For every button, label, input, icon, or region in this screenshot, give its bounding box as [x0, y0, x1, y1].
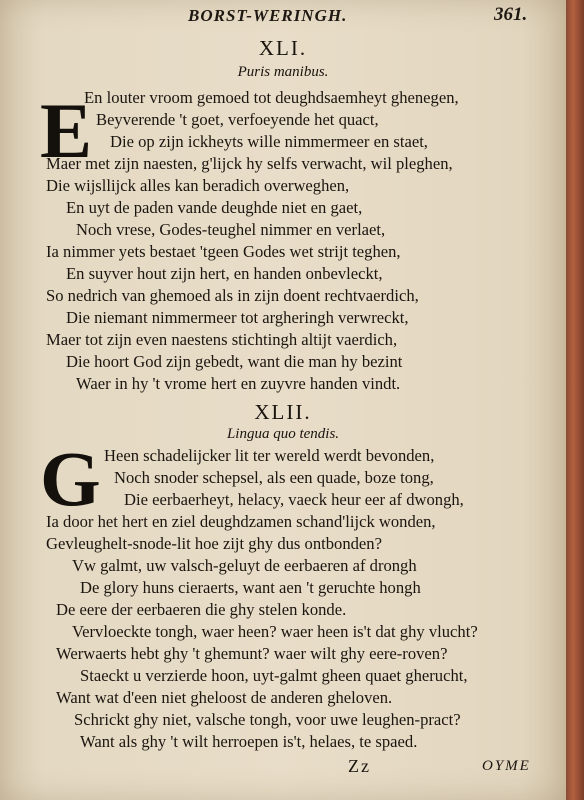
signature-mark: Zz	[348, 756, 371, 776]
poem-motto: Lingua quo tendis.	[226, 426, 340, 442]
verse-line: Want wat d'een niet gheloost de anderen gheloven.	[56, 688, 393, 707]
verse-line: So nedrich van ghemoed als in zijn doent rechtvaerdich,	[46, 286, 419, 305]
verse-line: Vervloeckte tongh, waer heen? waer heen is't dat ghy vlucht?	[72, 622, 478, 641]
poem-numeral: XLI.	[258, 36, 308, 60]
verse-line: Heen schadelijcker lit ter wereld werdt bevonden,	[104, 446, 435, 465]
verse-line: En louter vroom gemoed tot deughdsaemheyt ghenegen,	[84, 88, 459, 107]
verse-line: Die hoort God zijn gebedt, want die man hy bezint	[66, 352, 403, 371]
verse-line: Die op zijn ickheyts wille nimmermeer en staet,	[110, 132, 428, 151]
verse-line: Die niemant nimmermeer tot argheringh verwreckt,	[66, 308, 409, 327]
book-edge	[566, 0, 584, 800]
verse-line: En uyt de paden vande deughde niet en gaet,	[66, 198, 363, 217]
poem-numeral: XLII.	[254, 400, 312, 424]
verse-line: Maer met zijn naesten, g'lijck hy selfs verwacht, wil pleghen,	[46, 154, 453, 173]
drop-cap: E	[40, 87, 93, 174]
verse-line: Vw galmt, uw valsch-geluyt de eerbaeren af drongh	[72, 556, 417, 575]
poem-motto: Puris manibus.	[237, 64, 329, 80]
verse-line: Ia door het hert en ziel deughdzamen schand'lijck wonden,	[46, 512, 436, 531]
verse-line: De eere der eerbaeren die ghy stelen konde.	[56, 600, 347, 619]
page-header	[0, 2, 566, 28]
verse-line: Gevleughelt-snode-lit hoe zijt ghy dus ontbonden?	[46, 534, 382, 553]
verse-line: Waer in hy 't vrome hert en zuyvre handen vindt.	[76, 374, 401, 393]
verse-line: Werwaerts hebt ghy 't ghemunt? waer wilt ghy eere-roven?	[56, 644, 448, 663]
verse-line: Want als ghy 't wilt herroepen is't, helaes, te spaed.	[80, 732, 418, 751]
page-number: 361.	[494, 4, 528, 25]
verse-line: Noch snoder schepsel, als een quade, boze tong,	[114, 468, 434, 487]
drop-cap: G	[40, 435, 101, 522]
verse-line: Beyverende 't goet, verfoeyende het quact,	[96, 110, 379, 129]
verse-line: Die wijsllijck alles kan beradich overweghen,	[46, 176, 350, 195]
catchword: OYME	[482, 758, 531, 774]
running-head: BORST-WERINGH.	[188, 6, 348, 25]
verse-line: Die eerbaerheyt, helacy, vaeck heur eer af dwongh,	[124, 490, 464, 509]
verse-line: Maer tot zijn even naestens stichtingh altijt vaerdich,	[46, 330, 398, 349]
verse-line: En suyver hout zijn hert, en handen onbevleckt,	[66, 264, 383, 283]
verse-line: Ia nimmer yets bestaet 'tgeen Godes wet strijt teghen,	[46, 242, 401, 261]
verse-line: Noch vrese, Godes-teughel nimmer en verlaet,	[76, 220, 386, 239]
verse-line: De glory huns cieraerts, want aen 't geruchte hongh	[80, 578, 421, 597]
verse-line: Schrickt ghy niet, valsche tongh, voor uwe leughen-pract?	[74, 710, 461, 729]
verse-line: Staeckt u verzierde hoon, uyt-galmt gheen quaet gherucht,	[80, 666, 468, 685]
